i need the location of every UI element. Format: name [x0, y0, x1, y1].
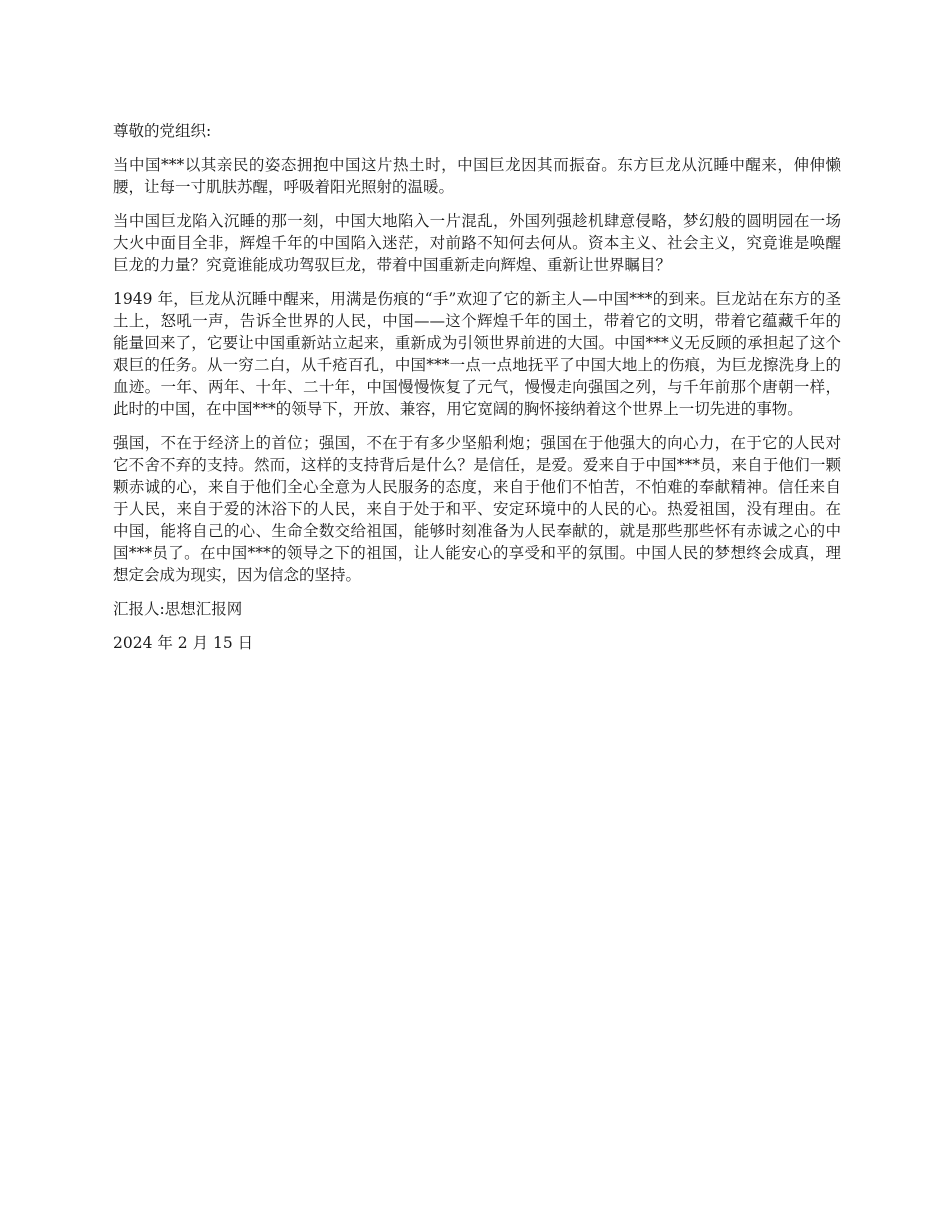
- salutation: 尊敬的党组织:: [113, 122, 212, 140]
- paragraph-1: 当中国***以其亲民的姿态拥抱中国这片热土时，中国巨龙因其而振奋。东方巨龙从沉睡中醒来，伸伸懒腰，让每一寸肌肤苏醒，呼吸着阳光照射的温暖。: [113, 156, 841, 196]
- report-date: 2024 年 2 月 15 日: [113, 634, 254, 652]
- paragraph-3: 1949 年，巨龙从沉睡中醒来，用满是伤痕的“手”欢迎了它的新主人—中国***的到来。巨龙站在东方的圣土上，怒吼一声，告诉全世界的人民，中国——这个辉煌千年的国土，带着它的文明，带着它蕴藏千年的能量回来了，它要让中国重新站立起来，重新成为引领世界前进的大国。中国***义无反顾的承担起了这个艰巨的任务。从一穷二白，从千疮百孔，中国***一点一点地抚平了中国大地上的伤痕，为巨龙擦洗身上的血迹。一年、两年、十年、二十年，中国慢慢恢复了元气，慢慢走向强国之列，与千年前那个唐朝一样，此时的中国，在中国***的领导下，开放、兼容，用它宽阔的胸怀接纳着这个世界上一切先进的事物。: [113, 290, 841, 418]
- signature: 汇报人:思想汇报网: [113, 600, 243, 618]
- paragraph-2: 当中国巨龙陷入沉睡的那一刻，中国大地陷入一片混乱，外国列强趁机肆意侵略，梦幻般的圆明园在一场大火中面目全非，辉煌千年的中国陷入迷茫，对前路不知何去何从。资本主义、社会主义，究竟谁是唤醒巨龙的力量？究竟谁能成功驾驭巨龙，带着中国重新走向辉煌、重新让世界瞩目？: [113, 212, 841, 274]
- document-page: [113, 120, 841, 654]
- paragraph-4: 强国，不在于经济上的首位；强国，不在于有多少坚船利炮；强国在于他强大的向心力，在于它的人民对它不舍不弃的支持。然而，这样的支持背后是什么？是信任，是爱。爱来自于中国***员，来自于他们一颗颗赤诚的心，来自于他们全心全意为人民服务的态度，来自于他们不怕苦，不怕难的奉献精神。信任来自于人民，来自于爱的沐浴下的人民，来自于处于和平、安定环境中的人民的心。热爱祖国，没有理由。在中国，能将自己的心、生命全数交给祖国，能够时刻准备为人民奉献的，就是那些那些怀有赤诚之心的中国***员了。在中国***的领导之下的祖国，让人能安心的享受和平的氛围。中国人民的梦想终会成真，理想定会成为现实，因为信念的坚持。: [113, 434, 841, 584]
